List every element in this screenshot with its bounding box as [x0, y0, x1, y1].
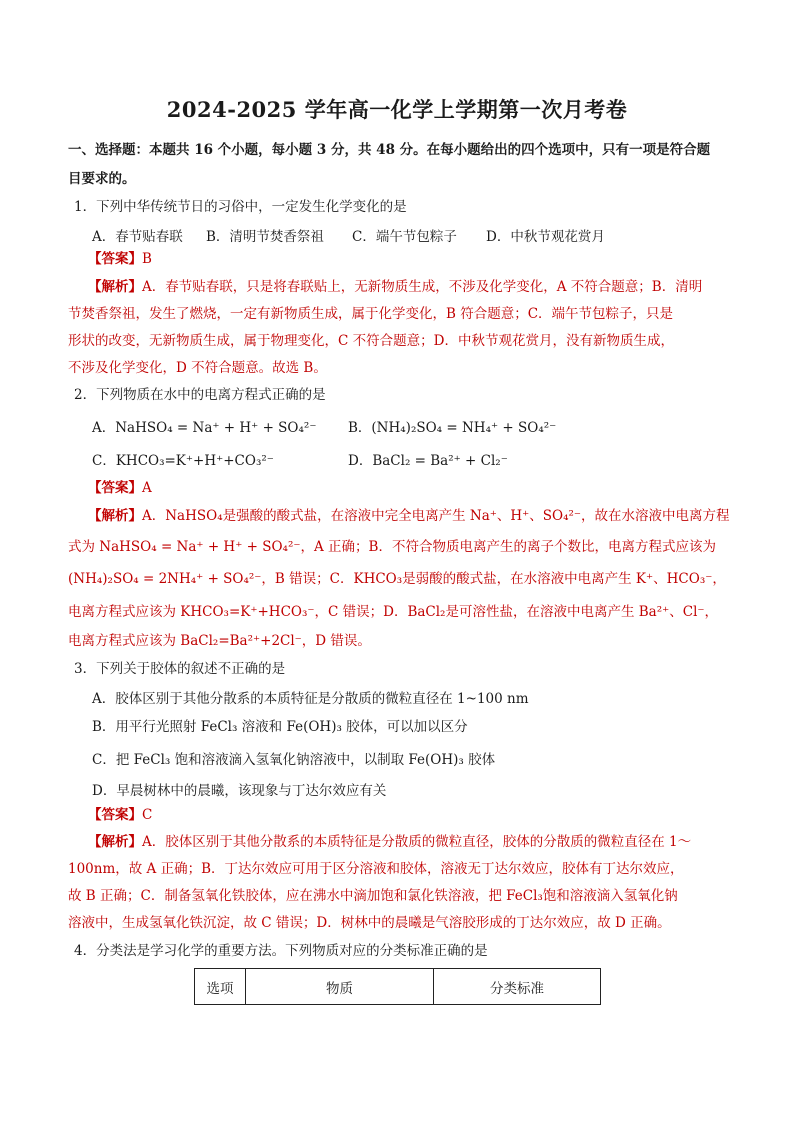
question-2-option-d: D．BaCl₂ = Ba²⁺ + Cl₂⁻: [348, 453, 508, 469]
question-2-answer: [88, 479, 152, 497]
question-3-option-b: B．用平行光照射 FeCl₃ 溶液和 Fe(OH)₃ 胶体，可以加以区分: [92, 719, 468, 735]
table-header-substance: 物质: [246, 969, 434, 1005]
question-1-option-a: A．春节贴春联: [92, 229, 183, 245]
answer-value: A: [142, 480, 152, 496]
question-1-analysis-line1: [88, 278, 702, 296]
question-3-answer: [88, 806, 152, 824]
table-header-standard: 分类标准: [434, 969, 601, 1005]
question-1-analysis-line4: 不涉及化学变化，D 不符合题意。故选 B。: [68, 360, 327, 376]
answer-value: C: [142, 807, 153, 823]
classification-table: [194, 968, 601, 1005]
question-2-analysis-line2: 式为 NaHSO₄ = Na⁺ + H⁺ + SO₄²⁻，A 正确；B．不符合物质电离产生的离子个数比，电离方程式应该为: [68, 539, 716, 555]
question-3-stem: 3．下列关于胶体的叙述不正确的是: [74, 661, 286, 677]
question-2-analysis-line1: [88, 507, 730, 525]
question-2-stem: 2．下列物质在水中的电离方程式正确的是: [74, 387, 326, 403]
question-3-analysis-line3: 故 B 正确；C．制备氢氧化铁胶体，应在沸水中滴加饱和氯化铁溶液，把 FeCl₃饱和溶液滴入氢氧化钠: [68, 888, 678, 904]
question-2-option-a: A．NaHSO₄ = Na⁺ + H⁺ + SO₄²⁻: [92, 420, 317, 436]
question-1-option-c: C．端午节包粽子: [352, 229, 457, 245]
question-2-analysis-line4: 电离方程式应该为 KHCO₃=K⁺+HCO₃⁻，C 错误；D．BaCl₂是可溶性盐，在溶液中电离产生 Ba²⁺、Cl⁻，: [68, 604, 719, 620]
question-1-stem: 1．下列中华传统节日的习俗中，一定发生化学变化的是: [74, 199, 407, 215]
answer-tag: 【答案】: [88, 480, 142, 496]
question-1-analysis-line2: 节焚香祭祖，发生了燃烧，一定有新物质生成，属于化学变化，B 符合题意；C．端午节包粽子，只是: [68, 306, 674, 322]
question-2-analysis-line3: (NH₄)₂SO₄ = 2NH₄⁺ + SO₄²⁻，B 错误；C．KHCO₃是弱酸的酸式盐，在水溶液中电离产生 K⁺、HCO₃⁻，: [68, 571, 726, 587]
question-1-option-b: B．清明节焚香祭祖: [206, 229, 324, 245]
question-3-analysis-line2: 100nm，故 A 正确；B．丁达尔效应可用于区分溶液和胶体，溶液无丁达尔效应，胶体有丁达尔效应，: [68, 861, 684, 877]
question-3-analysis-line4: 溶液中，生成氢氧化铁沉淀，故 C 错误；D．树林中的晨曦是气溶胶形成的丁达尔效应，故 D 正确。: [68, 915, 671, 931]
question-1-answer: [88, 250, 152, 268]
question-4-stem: 4．分类法是学习化学的重要方法。下列物质对应的分类标准正确的是: [74, 943, 488, 959]
table-header-option: 选项: [195, 969, 246, 1005]
analysis-tag: 【解析】: [88, 508, 142, 524]
answer-value: B: [142, 251, 152, 267]
analysis-text: A．NaHSO₄是强酸的酸式盐，在溶液中完全电离产生 Na⁺、H⁺、SO₄²⁻，故在水溶液中电离方程: [142, 508, 730, 524]
analysis-tag: 【解析】: [88, 279, 142, 295]
page-title: 2024-2025 学年高一化学上学期第一次月考卷: [166, 97, 628, 122]
question-2-option-c: C．KHCO₃=K⁺+H⁺+CO₃²⁻: [92, 453, 274, 469]
answer-tag: 【答案】: [88, 807, 142, 823]
analysis-tag: 【解析】: [88, 834, 142, 850]
question-3-option-d: D．早晨树林中的晨曦，该现象与丁达尔效应有关: [92, 783, 387, 799]
question-3-analysis-line1: [88, 833, 691, 851]
analysis-text: A．春节贴春联，只是将春联贴上，无新物质生成，不涉及化学变化，A 不符合题意；B．清明: [142, 279, 703, 295]
question-3-option-a: A．胶体区别于其他分散系的本质特征是分散质的微粒直径在 1~100 nm: [92, 691, 529, 707]
question-2-analysis-line5: 电离方程式应该为 BaCl₂=Ba²⁺+2Cl⁻，D 错误。: [68, 633, 371, 649]
section-header-line1: 一、选择题：本题共 16 个小题，每小题 3 分，共 48 分。在每小题给出的四个选项中，只有一项是符合题: [68, 142, 711, 158]
question-1-analysis-line3: 形状的改变，无新物质生成，属于物理变化，C 不符合题意；D．中秋节观花赏月，没有新物质生成，: [68, 333, 674, 349]
section-header-line2: 目要求的。: [68, 171, 136, 187]
analysis-text: A．胶体区别于其他分散系的本质特征是分散质的微粒直径，胶体的分散质的微粒直径在 1～: [142, 834, 692, 850]
question-3-option-c: C．把 FeCl₃ 饱和溶液滴入氢氧化钠溶液中，以制取 Fe(OH)₃ 胶体: [92, 752, 496, 768]
table-header-row: [195, 969, 601, 1005]
question-2-option-b: B．(NH₄)₂SO₄ = NH₄⁺ + SO₄²⁻: [348, 420, 557, 436]
answer-tag: 【答案】: [88, 251, 142, 267]
question-1-option-d: D．中秋节观花赏月: [486, 229, 605, 245]
